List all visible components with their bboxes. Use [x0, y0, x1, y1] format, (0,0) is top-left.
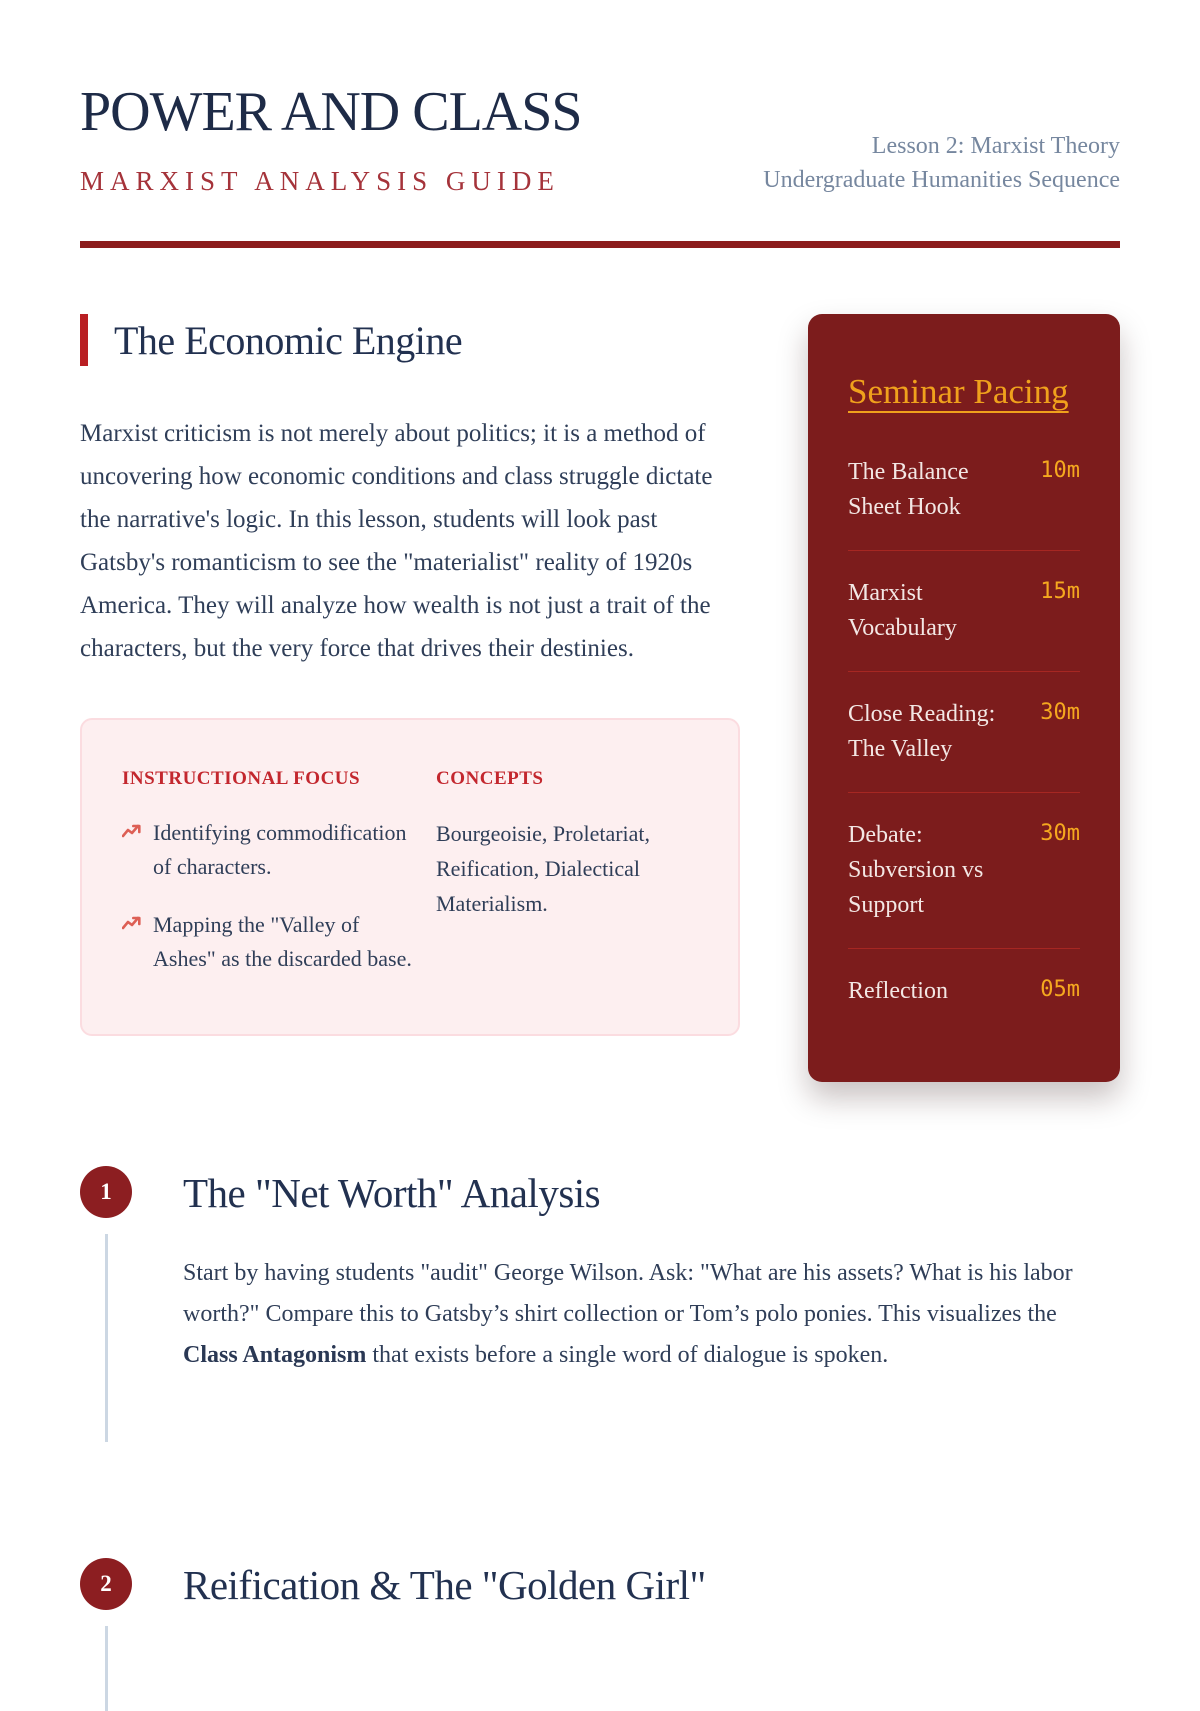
- pacing-time: 10m: [1040, 458, 1080, 484]
- section-rail: [80, 1558, 132, 1711]
- focus-item-text: Mapping the "Valley of Ashes" as the discarded base.: [153, 912, 412, 971]
- section-text-pre: Start by having students "audit" George Wilson. Ask: "What are his assets? What is his labor worth?" Compare this to Gatsby’s shirt collection or Tom’s polo ponies. This visualizes the: [183, 1260, 1073, 1328]
- intro-heading: The Economic Engine: [114, 317, 463, 363]
- seminar-pacing-link[interactable]: Seminar Pacing: [848, 372, 1069, 411]
- section-title: The "Net Worth" Analysis: [183, 1170, 601, 1217]
- pacing-label: Marxist Vocabulary: [848, 580, 957, 642]
- rail-connector-line: [105, 1626, 108, 1711]
- section-reification: [80, 1558, 1120, 1711]
- section-number-badge: 2: [80, 1558, 132, 1610]
- section-content: [183, 1166, 1120, 1442]
- page-title: POWER AND CLASS: [80, 81, 582, 143]
- pacing-label: Close Reading: The Valley: [848, 701, 996, 763]
- section-number-badge: 1: [80, 1166, 132, 1218]
- focus-column-header: INSTRUCTIONAL FOCUS: [122, 768, 361, 789]
- section-rail: [80, 1166, 132, 1442]
- seminar-pacing-card: [808, 314, 1120, 1082]
- concepts-column-header: CONCEPTS: [436, 768, 544, 789]
- main-content: [80, 314, 1120, 1082]
- pacing-label: The Balance Sheet Hook: [848, 459, 969, 521]
- focus-item-text: Identifying commodification of characters.: [153, 820, 407, 879]
- pacing-row: [848, 793, 1080, 949]
- pacing-time: 05m: [1040, 977, 1080, 1003]
- section-content: [183, 1558, 1120, 1711]
- pacing-time: 30m: [1040, 821, 1080, 847]
- pacing-row: [848, 455, 1080, 551]
- section-paragraph: [183, 1253, 1088, 1376]
- section-title: Reification & The "Golden Girl": [183, 1562, 706, 1609]
- trend-up-icon: [122, 823, 141, 884]
- pacing-label: Debate: Subversion vs Support: [848, 822, 984, 919]
- accent-bar: [80, 314, 88, 366]
- list-item: [122, 816, 422, 884]
- pacing-row: [848, 949, 1080, 1034]
- section-text-bold: Class Antagonism: [183, 1342, 367, 1369]
- focus-column: [122, 768, 422, 1000]
- pacing-row: [848, 672, 1080, 793]
- numbered-sections: [80, 1166, 1120, 1711]
- course-label: Undergraduate Humanities Sequence: [763, 167, 1120, 193]
- list-item: [122, 908, 422, 976]
- concepts-text: Bourgeoisie, Proletariat, Reification, Dialectical Materialism.: [436, 821, 651, 916]
- pacing-time: 30m: [1040, 700, 1080, 726]
- trend-up-icon: [122, 915, 141, 976]
- section-text-post: that exists before a single word of dialogue is spoken.: [366, 1342, 889, 1369]
- concepts-column: [436, 768, 698, 1000]
- title-block: [80, 81, 582, 197]
- rail-connector-line: [105, 1234, 108, 1442]
- pacing-row: [848, 551, 1080, 672]
- document-header: [80, 81, 1120, 197]
- pacing-time: 15m: [1040, 579, 1080, 605]
- intro-paragraph: Marxist criticism is not merely about politics; it is a method of uncovering how economic conditions and class struggle dictate the narrative's logic. In this lesson, students will look past Gatsby's romanticism to see the "materialist" reality of 1920s America. They will analyze how wealth is not just a trait of the characters, but the very force that drives their destinies.: [80, 420, 713, 662]
- intro-section-head: [80, 314, 740, 366]
- instructional-focus-box: [80, 718, 740, 1036]
- header-meta: [763, 129, 1120, 197]
- page-subtitle: MARXIST ANALYSIS GUIDE: [80, 166, 560, 196]
- intro-column: [80, 314, 740, 1036]
- pacing-label: Reflection: [848, 978, 948, 1005]
- section-net-worth: [80, 1166, 1120, 1442]
- header-divider: [80, 241, 1120, 248]
- lesson-label: Lesson 2: Marxist Theory: [871, 133, 1120, 159]
